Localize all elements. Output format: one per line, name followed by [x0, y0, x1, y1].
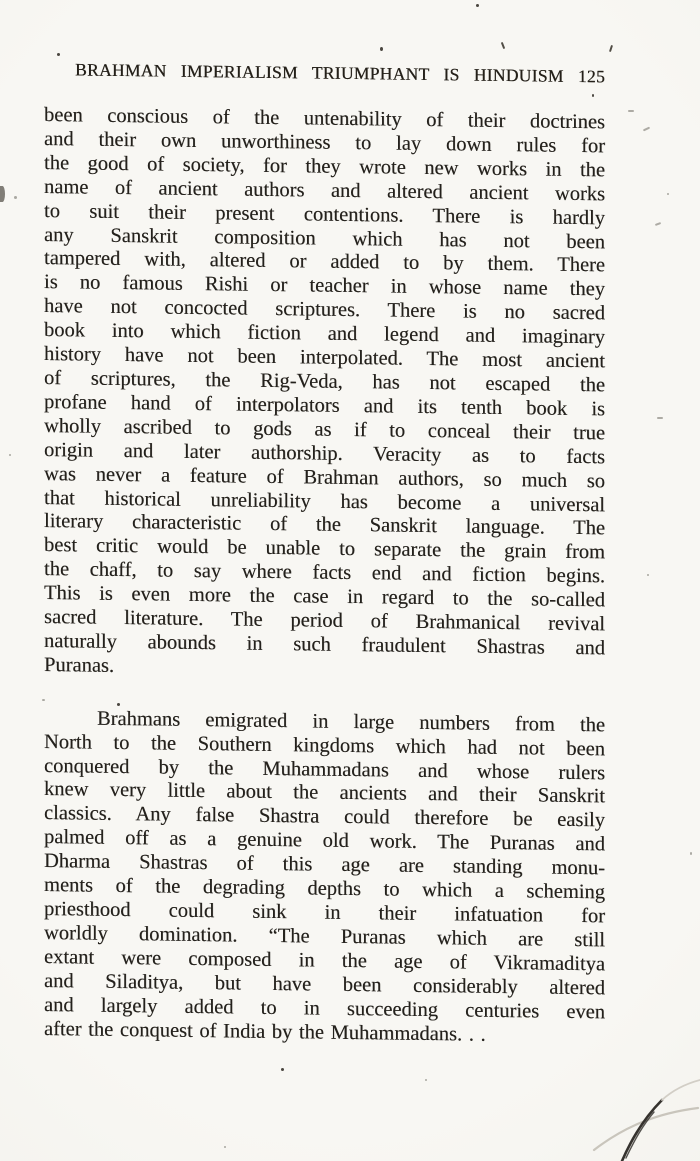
text-line: North to the Southern kingdoms which had not been	[44, 730, 605, 761]
text-line: priesthood could sink in their infatuation for	[44, 898, 605, 928]
text-line: palmed off as a genuine old work. The Puranas and	[44, 826, 605, 856]
text-line: wholly ascribed to gods as if to conceal their true	[44, 414, 605, 445]
text-line: tampered with, altered or added to by them. There	[44, 247, 605, 277]
scan-speck	[609, 45, 613, 52]
text-line: literary characteristic of the Sanskrit language. The	[44, 510, 605, 540]
scan-speck	[667, 193, 669, 195]
text-line: worldly domination. “The Puranas which are still	[44, 921, 605, 952]
text-line: profane hand of interpolators and its tenth book is	[44, 390, 605, 421]
scan-speck	[425, 1079, 427, 1081]
text-line: extant were composed in the age of Vikramaditya	[44, 945, 605, 976]
text-line: that historical unreliability has become a universal	[44, 486, 605, 516]
running-header-title: BRAHMAN IMPERIALISM TRIUMPHANT IS HINDUISM	[75, 59, 564, 86]
page-body	[44, 104, 605, 1049]
text-line: classics. Any false Shastra could therefore be easily	[44, 802, 605, 832]
text-line: the chaff, to say where facts end and fiction begins.	[44, 558, 605, 588]
scan-speck	[281, 1068, 284, 1071]
text-line: have not concocted scriptures. There is no sacred	[44, 295, 605, 325]
scan-speck	[224, 1146, 226, 1148]
text-line: book into which fiction and legend and imaginary	[44, 319, 605, 349]
text-line: history have not been interpolated. The most ancient	[44, 343, 605, 373]
page-number: 125	[577, 65, 605, 87]
text-line: been conscious of the untenability of their doctrines	[44, 104, 605, 134]
text-line: of scriptures, the Rig-Veda, has not escaped the	[44, 366, 605, 397]
text-line: This is even more the case in regard to the so-called	[44, 582, 605, 612]
text-line: sacred literature. The period of Brahmanical revival	[44, 606, 605, 636]
text-line: origin and later authorship. Veracity as to facts	[44, 438, 605, 469]
text-line: is no famous Rishi or teacher in whose name they	[44, 271, 605, 301]
scan-speck	[690, 852, 692, 855]
text-line: and their own unworthiness to lay down rules for	[44, 127, 605, 158]
scan-speck	[42, 699, 45, 701]
text-line: Puranas.	[44, 653, 115, 677]
text-line: ments of the degrading depths to which a scheming	[44, 874, 605, 904]
text-line: was never a feature of Brahman authors, so much so	[44, 462, 605, 492]
scan-speck	[655, 222, 661, 226]
text-line: after the conquest of India by the Muhammadans. . .	[44, 1017, 486, 1046]
scan-speck	[628, 110, 634, 112]
text-line: any Sanskrit composition which has not been	[44, 223, 605, 253]
scan-speck	[14, 196, 17, 199]
text-line: to suit their present contentions. There is hardly	[44, 199, 605, 229]
scan-speck	[657, 417, 663, 419]
scan-speck	[57, 53, 60, 56]
text-line: Dharma Shastras of this age are standing monu-	[44, 850, 605, 880]
scan-speck	[501, 42, 505, 49]
text-line: Brahmans emigrated in large numbers from the	[97, 707, 605, 737]
text-line: name of ancient authors and altered ancient works	[44, 175, 605, 206]
text-line: naturally abounds in such fraudulent Shastras and	[44, 629, 605, 660]
running-header	[75, 58, 605, 87]
scan-speck	[380, 47, 383, 51]
text-line: conquered by the Muhammadans and whose rulers	[44, 754, 605, 784]
text-line: the good of society, for they wrote new works in the	[44, 151, 605, 182]
scan-speck	[9, 454, 11, 456]
text-line: and largely added to in succeeding centuries even	[44, 993, 605, 1023]
text-line: knew very little about the ancients and their Sanskrit	[44, 778, 605, 808]
scan-speck	[117, 703, 120, 706]
scan-edge-smudge	[0, 186, 5, 202]
text-line: and Siladitya, but have been considerably altered	[44, 969, 605, 1000]
scan-speck	[592, 94, 594, 97]
scan-speck	[647, 574, 649, 576]
paragraph	[44, 707, 605, 1049]
page-content	[44, 58, 605, 1049]
scan-speck	[476, 4, 479, 7]
scan-speck	[643, 127, 650, 132]
paragraph	[44, 104, 605, 685]
pen-mark	[580, 1040, 700, 1161]
text-line: best critic would be unable to separate the grain from	[44, 534, 605, 564]
